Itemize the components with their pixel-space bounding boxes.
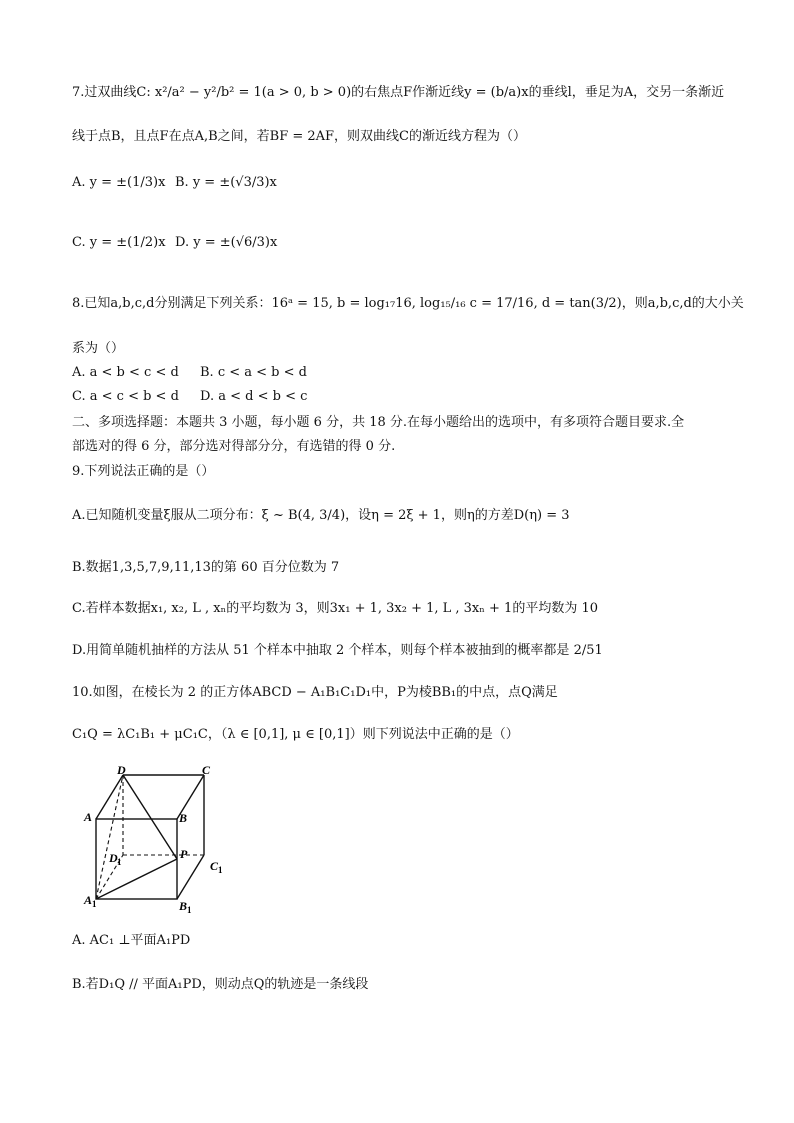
edge-ad [96,775,123,819]
label-c1-sub: 1 [218,865,223,875]
q7-option-d: D. y = ±(√6/3)x [175,235,278,250]
q9-option-d: D.用简单随机抽样的方法从 51 个样本中抽取 2 个样本，则每个样本被抽到的概率都是 2/51 [72,643,603,658]
q9-stem: 9.下列说法正确的是（） [72,464,215,479]
label-c1: C [210,859,219,873]
q7-line-2: 线于点B，且点F在点A,B之间，若BF = 2AF，则双曲线C的渐近线方程为（） [72,129,527,144]
label-a: A [84,810,93,824]
segment-a1d-hidden [96,775,123,899]
segment-dp [123,775,177,859]
q10-line-2: C₁Q = λC₁B₁ + μC₁C，（λ ∈ [0,1], μ ∈ [0,1]）则下列说法中正确的是（） [72,727,519,742]
section-2-line-2: 部选对的得 6 分，部分选对得部分分，有选错的得 0 分. [72,439,396,454]
q7-option-c: C. y = ±(1/2)x [72,235,166,250]
q7-option-a: A. y = ±(1/3)x [72,175,166,190]
q10-line-1: 10.如图，在棱长为 2 的正方体ABCD − A₁B₁C₁D₁中，P为棱BB₁的中点，点Q满足 [72,685,558,700]
q7-option-b: B. y = ±(√3/3)x [175,175,277,190]
cube-figure [80,766,240,914]
q10-option-a: A. AC₁ ⊥平面A₁PD [72,933,191,948]
q9-option-b: B.数据1,3,5,7,9,11,13的第 60 百分位数为 7 [72,560,340,575]
q7-line-1: 7.过双曲线C: x²/a² − y²/b² = 1(a > 0, b > 0)的右焦点F作渐近线y = (b/a)x的垂线l，垂足为A，交另一条渐近 [72,85,725,100]
section-2-line-1: 二、多项选择题：本题共 3 小题，每小题 6 分，共 18 分.在每小题给出的选项中，有多项符合题目要求.全 [72,415,685,430]
q9-option-a: A.已知随机变量ξ服从二项分布：ξ ~ B(4, 3/4)，设η = 2ξ + 1，则η的方差D(η) = 3 [72,508,570,523]
q8-option-b: B. c < a < b < d [200,365,307,380]
q8-option-a: A. a < b < c < d [72,365,179,380]
label-a1: A [84,893,93,907]
label-b: B [179,811,188,825]
label-b1: B [179,899,188,913]
q8-line-2: 系为（） [72,341,125,356]
label-c: C [202,766,211,777]
q9-option-c: C.若样本数据x₁, x₂, L , xₙ的平均数为 3，则3x₁ + 1, 3x₂ + 1, L , 3xₙ + 1的平均数为 10 [72,601,598,616]
label-b1-sub: 1 [187,905,192,914]
q8-line-1: 8.已知a,b,c,d分别满足下列关系：16ᵃ = 15, b = log₁₇16, log₁₅/₁₆ c = 17/16, d = tan(3/2)，则a,b,c,d的大小关 [72,296,744,311]
edge-b1c1 [177,855,204,899]
q8-option-d: D. a < d < b < c [200,389,308,404]
label-d1: D [109,851,118,865]
label-p: P [180,847,188,861]
label-a1-sub: 1 [92,899,97,909]
label-d1-sub: 1 [117,857,122,867]
q10-option-b: B.若D₁Q // 平面A₁PD，则动点Q的轨迹是一条线段 [72,977,369,992]
q8-option-c: C. a < c < b < d [72,389,179,404]
label-d: D [117,766,126,777]
